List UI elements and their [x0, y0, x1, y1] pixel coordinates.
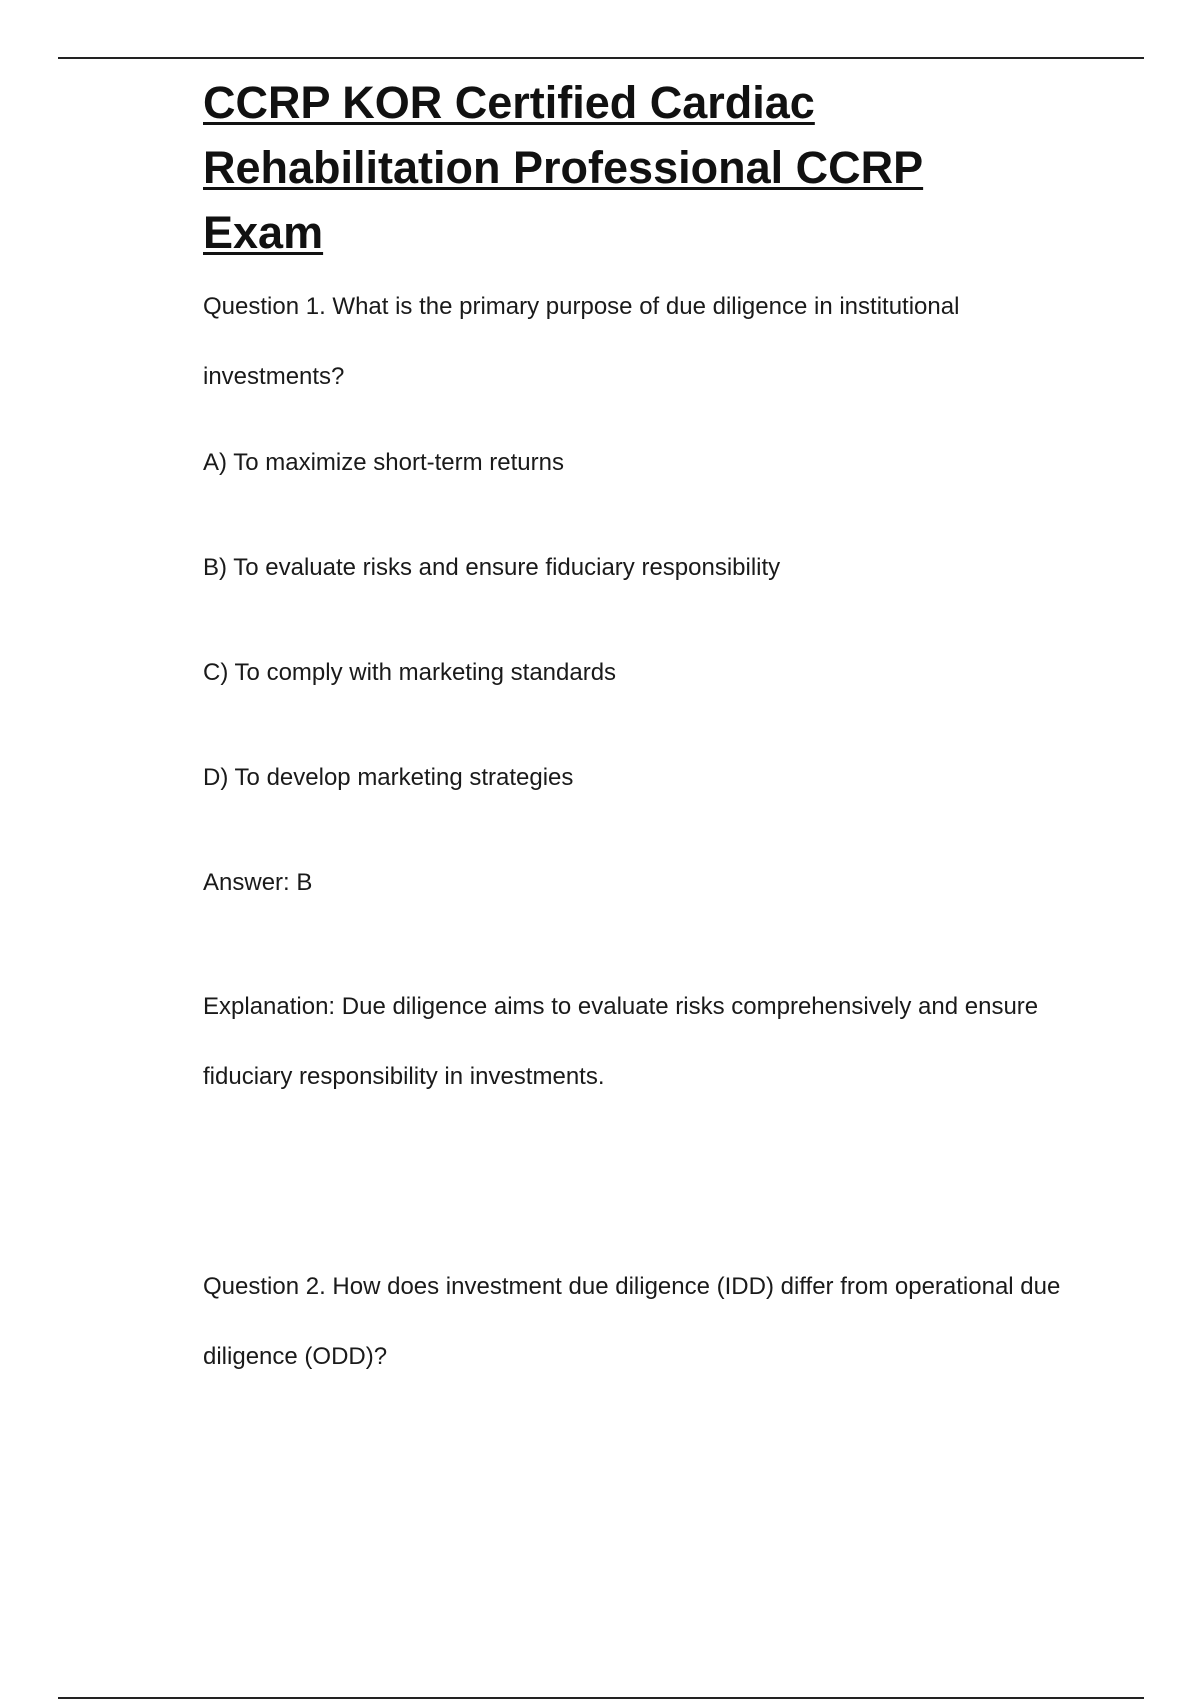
question-1-option-d: D) To develop marketing strategies: [203, 764, 574, 791]
question-1-option-a: A) To maximize short-term returns: [203, 449, 564, 476]
question-1-prompt: Question 1. What is the primary purpose of due diligence in institutional investments?: [203, 293, 960, 390]
question-1-answer: Answer: B: [203, 869, 313, 896]
footer-rule: [58, 1697, 1144, 1699]
question-2-prompt: Question 2. How does investment due diligence (IDD) differ from operational due diligence (ODD)?: [203, 1273, 1061, 1370]
question-1-option-c: C) To comply with marketing standards: [203, 659, 617, 686]
question-1-explanation: Explanation: Due diligence aims to evaluate risks comprehensively and ensure fiduciary responsibility in investments.: [203, 993, 1039, 1090]
question-1-option-b: B) To evaluate risks and ensure fiduciary responsibility: [203, 554, 781, 581]
page-title-text: CCRP KOR Certified Cardiac Rehabilitation Professional CCRP Exam: [203, 77, 924, 258]
page-title: [203, 70, 1023, 265]
header-rule: [58, 57, 1144, 59]
